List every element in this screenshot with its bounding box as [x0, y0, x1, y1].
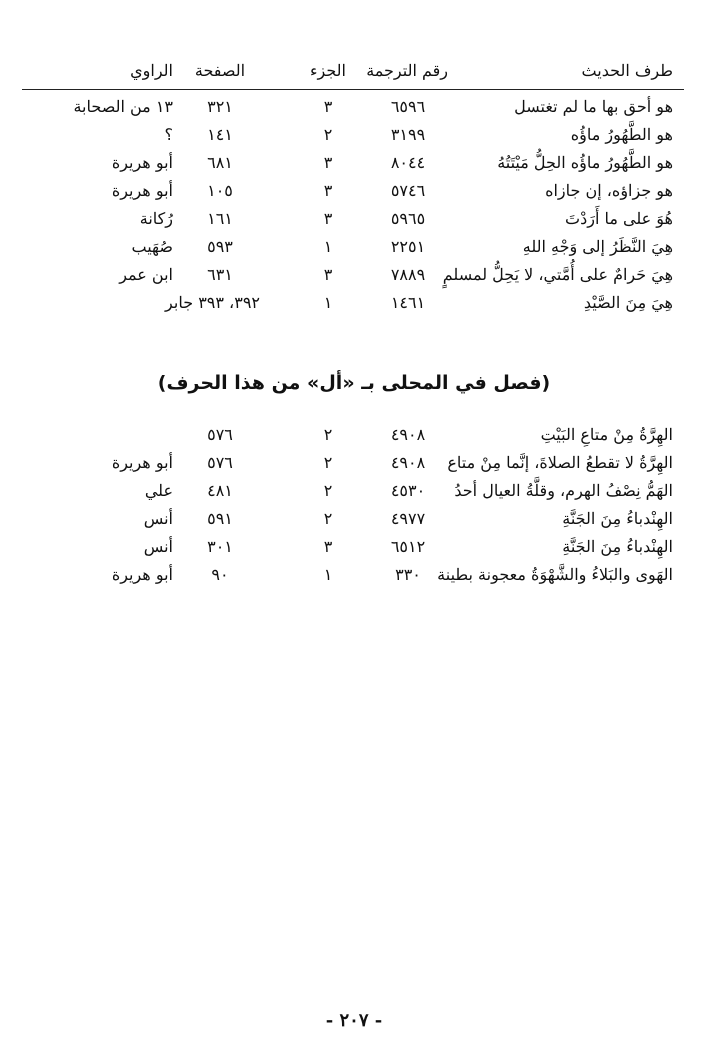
table-row [0, 150, 708, 180]
table-row [0, 422, 708, 452]
juz-number: ٣ [323, 181, 333, 200]
juz-number: ٢ [323, 453, 333, 472]
table-row [0, 506, 708, 536]
page-number-cell: ٥٩٣ [207, 237, 233, 256]
page-number-cell: ٥٩١ [207, 509, 233, 528]
table-row [0, 478, 708, 508]
table-row [0, 562, 708, 592]
header-narrator: الراوي [130, 61, 173, 80]
narrator: أبو هريرة [111, 565, 173, 584]
translation-number: ٤٩٠٨ [390, 425, 426, 444]
juz-number: ٣ [323, 209, 333, 228]
header-juz: الجزء [310, 61, 346, 80]
narrator: رُكانة [139, 209, 173, 228]
narrator: أبو هريرة [111, 153, 173, 172]
juz-number: ٣ [323, 265, 333, 284]
table-row [0, 178, 708, 208]
translation-number: ٢٢٥١ [390, 237, 426, 256]
hadith-text: هِيَ مِنَ الصَّيْدِ [583, 293, 673, 312]
header-page: الصفحة [194, 61, 246, 80]
page-number-cell: ١٤١ [207, 125, 233, 144]
hadith-text: هُوَ على ما أَرَدْتَ [565, 209, 673, 228]
narrator: علي [144, 481, 173, 500]
hadith-text: الهِرَّةُ مِنْ متاعِ البَيْتِ [540, 425, 673, 444]
narrator: صُهَيب [131, 237, 173, 256]
translation-number: ٥٩٦٥ [390, 209, 426, 228]
juz-number: ٣ [323, 153, 333, 172]
hadith-text: هو جزاؤه، إن جازاه [545, 181, 673, 200]
hadith-text: الهِنْدباءُ مِنَ الجَنَّةِ [562, 537, 673, 556]
juz-number: ٣ [323, 537, 333, 556]
section-title: (فصل في المحلى بـ «أل» من هذا الحرف) [157, 372, 551, 394]
translation-number: ٦٥١٢ [390, 537, 426, 556]
translation-number: ٨٠٤٤ [390, 153, 426, 172]
table-row [0, 94, 708, 124]
hadith-text: الهَوى والبَلاءُ والشَّهْوَةُ معجونة بطينة [437, 565, 673, 584]
hadith-text: هِيَ حَرامٌ على أُمَّتي، لا يَحِلُّ لمسلمٍ [442, 265, 673, 284]
narrator: أنس [143, 537, 173, 556]
page-number-cell: ٣٠١ [207, 537, 233, 556]
page-number-cell: ٣٩٢، ٣٩٣ جابر [165, 293, 260, 312]
page-number-cell: ١٦١ [207, 209, 233, 228]
narrator: ابن عمر [119, 265, 173, 284]
narrator: أبو هريرة [111, 453, 173, 472]
juz-number: ٢ [323, 125, 333, 144]
page-number-cell: ٥٧٦ [207, 453, 233, 472]
juz-number: ٣ [323, 97, 333, 116]
translation-number: ٤٩٠٨ [390, 453, 426, 472]
page-number-cell: ٩٠ [211, 565, 229, 584]
header-divider [22, 89, 684, 90]
page-number-cell: ٦٣١ [207, 265, 233, 284]
hadith-text: هو الطَّهُورُ ماؤُه [570, 125, 673, 144]
page-number-cell: ٦٨١ [207, 153, 233, 172]
page-number-cell: ٤٨١ [207, 481, 233, 500]
hadith-text: الهِرَّةُ لا تقطعُ الصلاةَ، إنَّما مِنْ متاع [447, 453, 673, 472]
page-number-cell: ٣٢١ [207, 97, 233, 116]
table-row [0, 534, 708, 564]
page-number-cell: ١٠٥ [207, 181, 233, 200]
narrator: ؟ [164, 125, 173, 144]
hadith-text: الهِنْدباءُ مِنَ الجَنَّةِ [562, 509, 673, 528]
translation-number: ٣٣٠ [395, 565, 421, 584]
translation-number: ٥٧٤٦ [390, 181, 426, 200]
table-row [0, 206, 708, 236]
hadith-text: الهَمُّ نِصْفُ الهرم، وقلَّةُ العيال أحدُ [454, 481, 673, 500]
narrator: أبو هريرة [111, 181, 173, 200]
hadith-text: هِيَ النَّظَرُ إلى وَجْهِ اللهِ [522, 237, 673, 256]
header-translation-number: رقم الترجمة [366, 61, 448, 80]
translation-number: ٣١٩٩ [390, 125, 426, 144]
narrator: ١٣ من الصحابة [73, 97, 173, 116]
header-hadith: طرف الحديث [581, 61, 673, 80]
table-row [0, 234, 708, 264]
page-number-cell: ٥٧٦ [207, 425, 233, 444]
translation-number: ٧٨٨٩ [390, 265, 426, 284]
juz-number: ٢ [323, 481, 333, 500]
translation-number: ٤٩٧٧ [390, 509, 426, 528]
translation-number: ١٤٦١ [390, 293, 426, 312]
table-row [0, 450, 708, 480]
juz-number: ١ [323, 293, 333, 312]
table-header [0, 58, 708, 88]
translation-number: ٤٥٣٠ [390, 481, 426, 500]
hadith-text: هو الطَّهُورُ ماؤُه الحِلُّ مَيْتَتُهُ [497, 153, 673, 172]
table-row [0, 290, 708, 320]
juz-number: ١ [323, 565, 333, 584]
translation-number: ٦٥٩٦ [390, 97, 426, 116]
juz-number: ٢ [323, 509, 333, 528]
table-row [0, 122, 708, 152]
table-row [0, 262, 708, 292]
hadith-text: هو أحق بها ما لم تغتسل [514, 97, 673, 116]
narrator: أنس [143, 509, 173, 528]
juz-number: ٢ [323, 425, 333, 444]
page-number: - ٢٠٧ - [325, 1010, 383, 1031]
juz-number: ١ [323, 237, 333, 256]
